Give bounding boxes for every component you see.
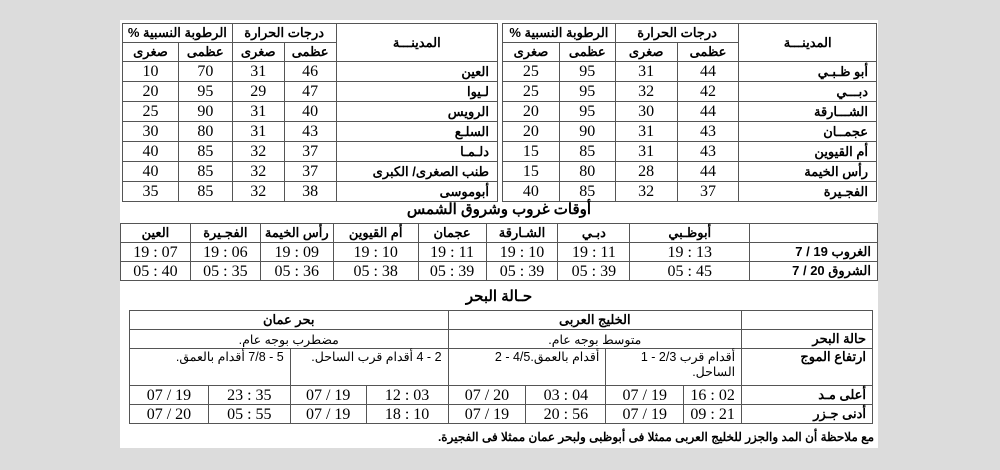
temp-min: 32: [615, 182, 677, 202]
sunrise-time: 05 : 39: [418, 262, 486, 281]
sunrise-time: 05 : 39: [558, 262, 630, 281]
city-name: دلـمـا: [336, 142, 497, 162]
oman-wave-deep: 5 - 7/8 أقدام بالعمق.: [130, 349, 291, 386]
sunrise-time: 05 : 38: [333, 262, 418, 281]
tide-time: 05 : 55: [208, 405, 290, 424]
hum-min: 20: [503, 102, 560, 122]
hum-max: 95: [559, 62, 615, 82]
temp-min: 29: [232, 82, 284, 102]
humidity-header: الرطوبة النسبية %: [123, 24, 233, 43]
oman-sea-header: بحر عمان: [130, 311, 449, 330]
hum-max: 80: [559, 162, 615, 182]
sunrise-row: [121, 262, 878, 281]
sunrise-time: 05 : 40: [121, 262, 191, 281]
empty-corner-cell: [750, 224, 878, 243]
tide-time: 03 : 04: [526, 386, 606, 405]
temp-max: 43: [284, 122, 336, 142]
hum-min: 35: [123, 182, 179, 202]
tide-time: 16 : 02: [684, 386, 742, 405]
sunrise-label: الشروق 20 / 7: [750, 262, 878, 281]
humidity-max-header: عظمى: [559, 43, 615, 62]
sunset-time: 19 : 07: [121, 243, 191, 262]
table-row: [503, 142, 877, 162]
hum-min: 40: [503, 182, 560, 202]
sun-city-header: رأس الخيمة: [260, 224, 333, 243]
temp-max: 43: [677, 142, 739, 162]
hum-max: 80: [178, 122, 232, 142]
city-header: المدينـــة: [336, 24, 497, 62]
table-row: [503, 122, 877, 142]
temp-min: 31: [232, 62, 284, 82]
temp-min: 31: [232, 102, 284, 122]
temp-max: 47: [284, 82, 336, 102]
temp-max: 46: [284, 62, 336, 82]
sunset-row: [121, 243, 878, 262]
table-row: [503, 62, 877, 82]
hum-min: 40: [123, 142, 179, 162]
tide-time: 20 : 56: [526, 405, 606, 424]
temp-min: 32: [232, 142, 284, 162]
table-row: [123, 162, 498, 182]
hum-max: 90: [178, 102, 232, 122]
tide-note: مع ملاحظة أن المد والجزر للخليج العربى ممثلا فى أبوظبى ولبحر عمان ممثلا فى الفجيرة.: [437, 430, 874, 444]
sunset-time: 19 : 11: [558, 243, 630, 262]
gulf-wave-near: أقدام قرب 2/3 - 1 الساحل.: [606, 349, 742, 386]
city-name: أبو ظـبـي: [739, 62, 877, 82]
sunrise-time: 05 : 45: [630, 262, 750, 281]
city-name: العين: [336, 62, 497, 82]
sunset-label: الغروب 19 / 7: [750, 243, 878, 262]
sun-city-header: أبوظـبي: [630, 224, 750, 243]
weather-table-secondary: [122, 23, 498, 202]
hum-min: 40: [123, 162, 179, 182]
sun-city-header: دبـي: [558, 224, 630, 243]
sun-city-header: الشـارقة: [486, 224, 558, 243]
temperature-header: درجات الحرارة: [615, 24, 739, 43]
city-name: طنب الصغرى/ الكبرى: [336, 162, 497, 182]
temp-max: 37: [677, 182, 739, 202]
temp-max: 44: [677, 162, 739, 182]
temp-min: 30: [615, 102, 677, 122]
sunrise-time: 05 : 36: [260, 262, 333, 281]
temp-max: 44: [677, 102, 739, 122]
oman-sea-state: مضطرب بوجه عام.: [130, 330, 449, 349]
sunset-time: 19 : 09: [260, 243, 333, 262]
temp-max: 40: [284, 102, 336, 122]
hum-max: 70: [178, 62, 232, 82]
tide-time: 18 : 10: [366, 405, 448, 424]
hum-max: 85: [559, 182, 615, 202]
hum-min: 25: [503, 82, 560, 102]
temp-max: 37: [284, 162, 336, 182]
hum-min: 25: [503, 62, 560, 82]
hum-min: 10: [123, 62, 179, 82]
sunset-time: 19 : 11: [418, 243, 486, 262]
sun-city-header: العين: [121, 224, 191, 243]
table-row: [503, 162, 877, 182]
gulf-header: الخليج العربى: [448, 311, 742, 330]
sun-city-header: عجمان: [418, 224, 486, 243]
sunset-time: 19 : 13: [630, 243, 750, 262]
city-name: أبوموسى: [336, 182, 497, 202]
sea-state-label: حالة البحر: [742, 330, 873, 349]
city-name: عجمــان: [739, 122, 877, 142]
sunrise-time: 05 : 35: [190, 262, 260, 281]
hum-min: 15: [503, 142, 560, 162]
temp-min: 31: [615, 62, 677, 82]
sun-city-header: الفجـيرة: [190, 224, 260, 243]
table-row: [503, 82, 877, 102]
tide-time: 09 : 21: [684, 405, 742, 424]
temp-min: 31: [232, 122, 284, 142]
tide-date: 07 / 20: [130, 405, 209, 424]
sea-state-title: حـالة البحر: [465, 288, 533, 305]
empty-corner-cell: [742, 311, 873, 330]
high-tide-row: [130, 386, 873, 405]
city-name: الفجـيرة: [739, 182, 877, 202]
hum-min: 20: [123, 82, 179, 102]
wave-height-label: ارتفاع الموج: [742, 349, 873, 386]
city-name: دبـــي: [739, 82, 877, 102]
gulf-sea-state: متوسط بوجه عام.: [448, 330, 742, 349]
city-header: المدينـــة: [739, 24, 877, 62]
city-name: لـيوا: [336, 82, 497, 102]
temp-min: 32: [232, 162, 284, 182]
humidity-min-header: صغرى: [503, 43, 560, 62]
temp-min-header: صغرى: [615, 43, 677, 62]
hum-min: 20: [503, 122, 560, 142]
temperature-header: درجات الحرارة: [232, 24, 336, 43]
hum-max: 85: [178, 162, 232, 182]
sun-city-header: أم القيوين: [333, 224, 418, 243]
sunrise-time: 05 : 39: [486, 262, 558, 281]
sunset-time: 19 : 06: [190, 243, 260, 262]
low-tide-label: أدنى جـزر: [742, 405, 873, 424]
tide-date: 07 / 19: [290, 405, 366, 424]
table-row: [123, 82, 498, 102]
temp-max: 42: [677, 82, 739, 102]
table-row: [123, 142, 498, 162]
humidity-max-header: عظمى: [178, 43, 232, 62]
temp-min: 31: [615, 122, 677, 142]
low-tide-row: [130, 405, 873, 424]
hum-min: 30: [123, 122, 179, 142]
hum-min: 25: [123, 102, 179, 122]
temp-min: 28: [615, 162, 677, 182]
temp-max: 37: [284, 142, 336, 162]
tide-date: 07 / 19: [130, 386, 209, 405]
high-tide-label: أعلى مـد: [742, 386, 873, 405]
hum-max: 95: [559, 102, 615, 122]
temp-max: 43: [677, 122, 739, 142]
temp-min: 31: [615, 142, 677, 162]
humidity-min-header: صغرى: [123, 43, 179, 62]
tide-date: 07 / 19: [290, 386, 366, 405]
hum-max: 95: [559, 82, 615, 102]
tide-date: 07 / 19: [606, 386, 684, 405]
temp-min: 32: [232, 182, 284, 202]
tide-date: 07 / 19: [606, 405, 684, 424]
hum-max: 85: [178, 142, 232, 162]
gulf-wave-deep: أقدام بالعمق.4/5 - 2: [448, 349, 606, 386]
sun-times-table: [120, 223, 878, 281]
sea-state-table: [129, 310, 873, 424]
temp-max: 44: [677, 62, 739, 82]
weather-table-main: [502, 23, 877, 202]
table-row: [123, 122, 498, 142]
sun-times-title: أوقات غروب وشروق الشمس: [406, 201, 592, 218]
table-row: [123, 102, 498, 122]
weather-bulletin: [120, 20, 878, 448]
hum-max: 85: [559, 142, 615, 162]
table-row: [123, 62, 498, 82]
tide-date: 07 / 19: [448, 405, 526, 424]
temp-max: 38: [284, 182, 336, 202]
sunset-time: 19 : 10: [486, 243, 558, 262]
city-name: رأس الخيمة: [739, 162, 877, 182]
table-row: [503, 182, 877, 202]
city-name: الرويس: [336, 102, 497, 122]
temp-max-header: عظمى: [677, 43, 739, 62]
tide-date: 07 / 20: [448, 386, 526, 405]
humidity-header: الرطوبة النسبية %: [503, 24, 616, 43]
city-name: الشـــارقة: [739, 102, 877, 122]
tide-time: 12 : 03: [366, 386, 448, 405]
tide-time: 23 : 35: [208, 386, 290, 405]
sunset-time: 19 : 10: [333, 243, 418, 262]
table-row: [503, 102, 877, 122]
oman-wave-near: 2 - 4 أقدام قرب الساحل.: [290, 349, 448, 386]
hum-min: 15: [503, 162, 560, 182]
city-name: أم القيوين: [739, 142, 877, 162]
table-row: [123, 182, 498, 202]
hum-max: 90: [559, 122, 615, 142]
temp-max-header: عظمى: [284, 43, 336, 62]
hum-max: 85: [178, 182, 232, 202]
city-name: السلـع: [336, 122, 497, 142]
temp-min: 32: [615, 82, 677, 102]
temp-min-header: صغرى: [232, 43, 284, 62]
hum-max: 95: [178, 82, 232, 102]
